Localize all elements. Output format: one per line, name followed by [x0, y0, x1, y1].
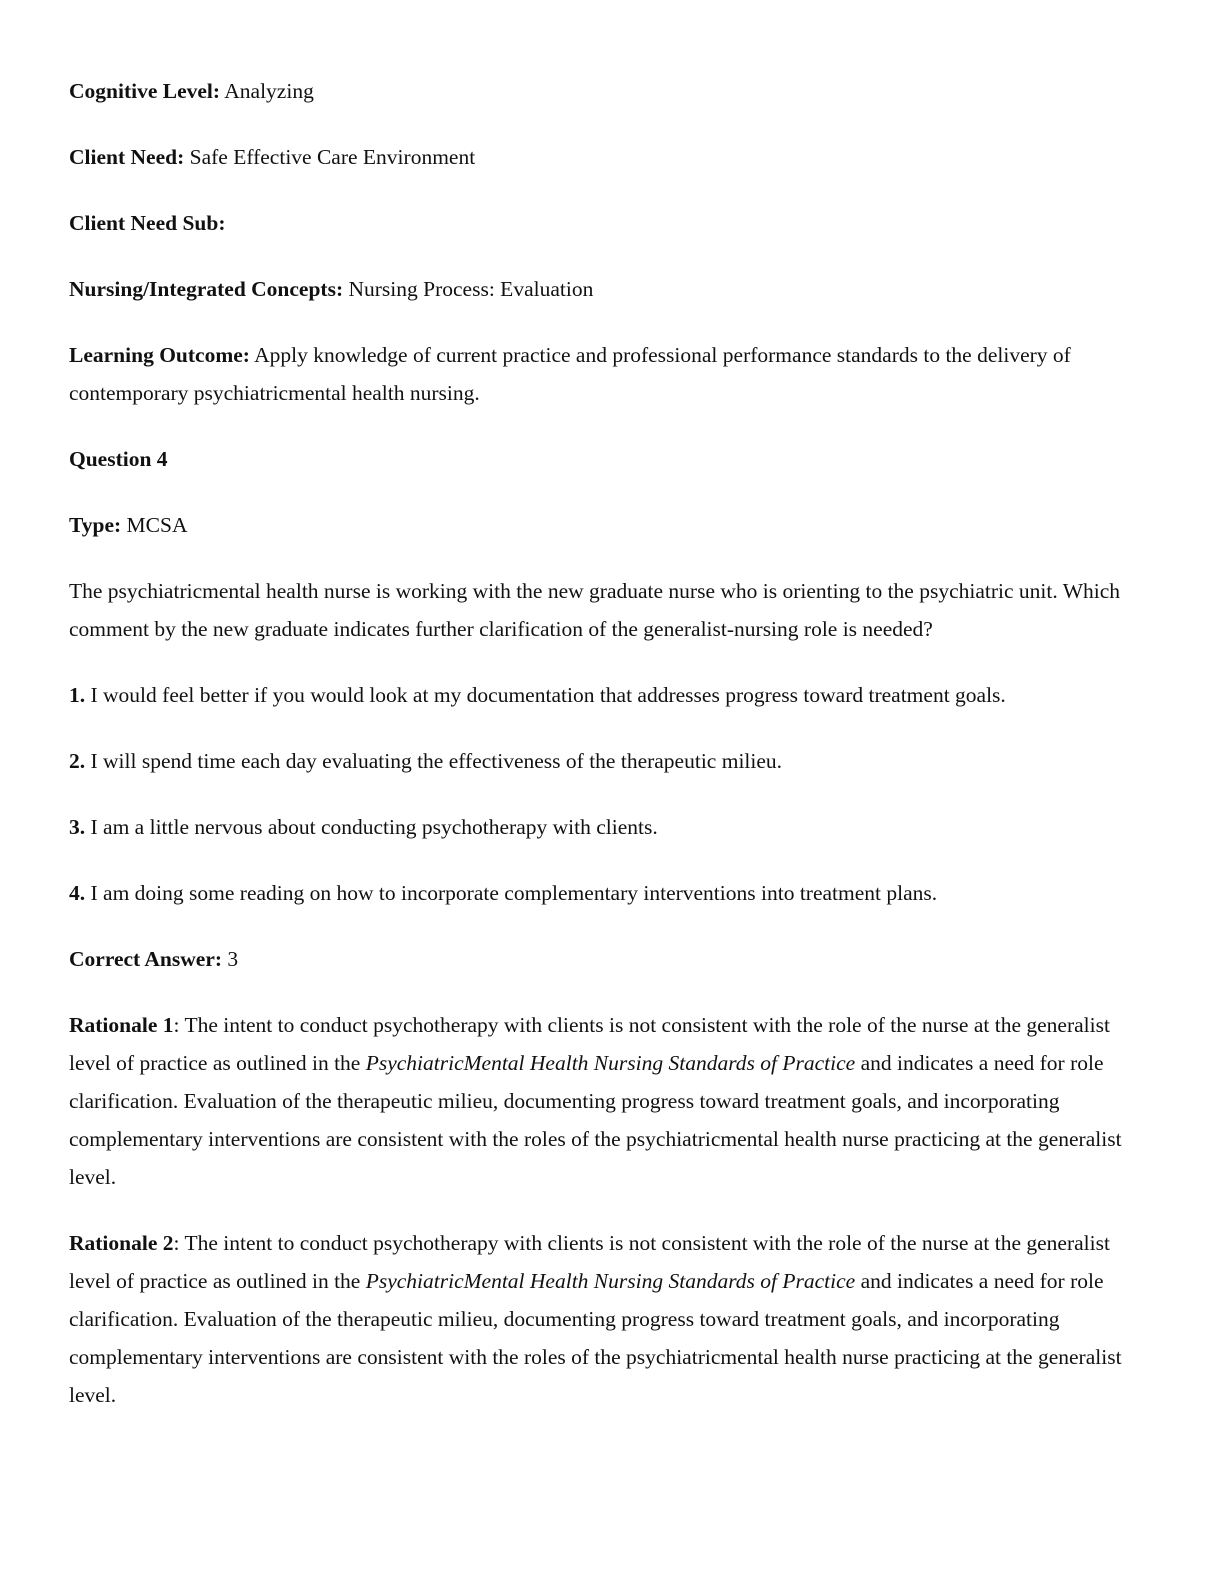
rationale-text-end: and indicates a need for role clarification. Evaluation of the therapeutic milieu, documenting progress toward treatment goals, and incorporating complementary interventions are consistent with the roles of the psychiatricmental health nurse practicing at the generalist level. — [69, 1051, 1122, 1189]
cognitive-level-line — [69, 72, 1139, 110]
rationale-label: Rationale 1 — [69, 1013, 174, 1037]
question-type-line — [69, 506, 1139, 544]
option-number: 2. — [69, 749, 86, 773]
learning-outcome-line — [69, 336, 1139, 412]
question-type-value: MCSA — [121, 513, 188, 537]
client-need-label: Client Need: — [69, 145, 185, 169]
client-need-line — [69, 138, 1139, 176]
option-number: 3. — [69, 815, 86, 839]
question-heading: Question 4 — [69, 447, 168, 471]
standards-title: PsychiatricMental Health Nursing Standards of Practice — [365, 1051, 856, 1075]
rationale-text-start: : The intent to conduct psychotherapy with clients is not consistent with the role of the nurse at the generalist level of practice as outlined in the — [69, 1013, 1110, 1075]
rationale-text-end: and indicates a need for role clarification. Evaluation of the therapeutic milieu, documenting progress toward treatment goals, and incorporating complementary interventions are consistent with the roles of the psychiatricmental health nurse practicing at the generalist level. — [69, 1269, 1122, 1407]
option-text: I would feel better if you would look at my documentation that addresses progress toward treatment goals. — [85, 683, 1006, 707]
answer-option-2 — [69, 742, 1139, 780]
rationale-label: Rationale 2 — [69, 1231, 174, 1255]
integrated-concepts-value: Nursing Process: Evaluation — [343, 277, 594, 301]
rationale-text-start: : The intent to conduct psychotherapy with clients is not consistent with the role of the nurse at the generalist level of practice as outlined in the — [69, 1231, 1110, 1293]
option-text: I will spend time each day evaluating the effectiveness of the therapeutic milieu. — [85, 749, 783, 773]
answer-option-4 — [69, 874, 1139, 912]
client-need-value: Safe Effective Care Environment — [184, 145, 476, 169]
question-type-label: Type: — [69, 513, 122, 537]
question-stem: The psychiatricmental health nurse is working with the new graduate nurse who is orienting to the psychiatric unit. Which comment by the new graduate indicates further clarification of the generalist-nursing role is needed? — [69, 579, 1121, 641]
rationale-1 — [69, 1006, 1139, 1196]
learning-outcome-value: Apply knowledge of current practice and professional performance standards to the delivery of contemporary psychiatricmental health nursing. — [69, 343, 1071, 405]
integrated-concepts-line — [69, 270, 1139, 308]
option-number: 1. — [69, 683, 86, 707]
learning-outcome-label: Learning Outcome: — [69, 343, 250, 367]
rationale-2 — [69, 1224, 1139, 1414]
answer-option-3 — [69, 808, 1139, 846]
correct-answer-label: Correct Answer: — [69, 947, 223, 971]
correct-answer-line — [69, 940, 1139, 978]
document-body — [69, 72, 1139, 1442]
integrated-concepts-label: Nursing/Integrated Concepts: — [69, 277, 344, 301]
option-number: 4. — [69, 881, 86, 905]
standards-title: PsychiatricMental Health Nursing Standards of Practice — [365, 1269, 856, 1293]
option-text: I am a little nervous about conducting psychotherapy with clients. — [85, 815, 658, 839]
client-need-sub-label: Client Need Sub: — [69, 211, 226, 235]
answer-option-1 — [69, 676, 1139, 714]
client-need-sub-line — [69, 204, 1139, 242]
cognitive-level-value: Analyzing — [220, 79, 314, 103]
correct-answer-value: 3 — [222, 947, 239, 971]
cognitive-level-label: Cognitive Level: — [69, 79, 221, 103]
option-text: I am doing some reading on how to incorporate complementary interventions into treatment plans. — [85, 881, 938, 905]
